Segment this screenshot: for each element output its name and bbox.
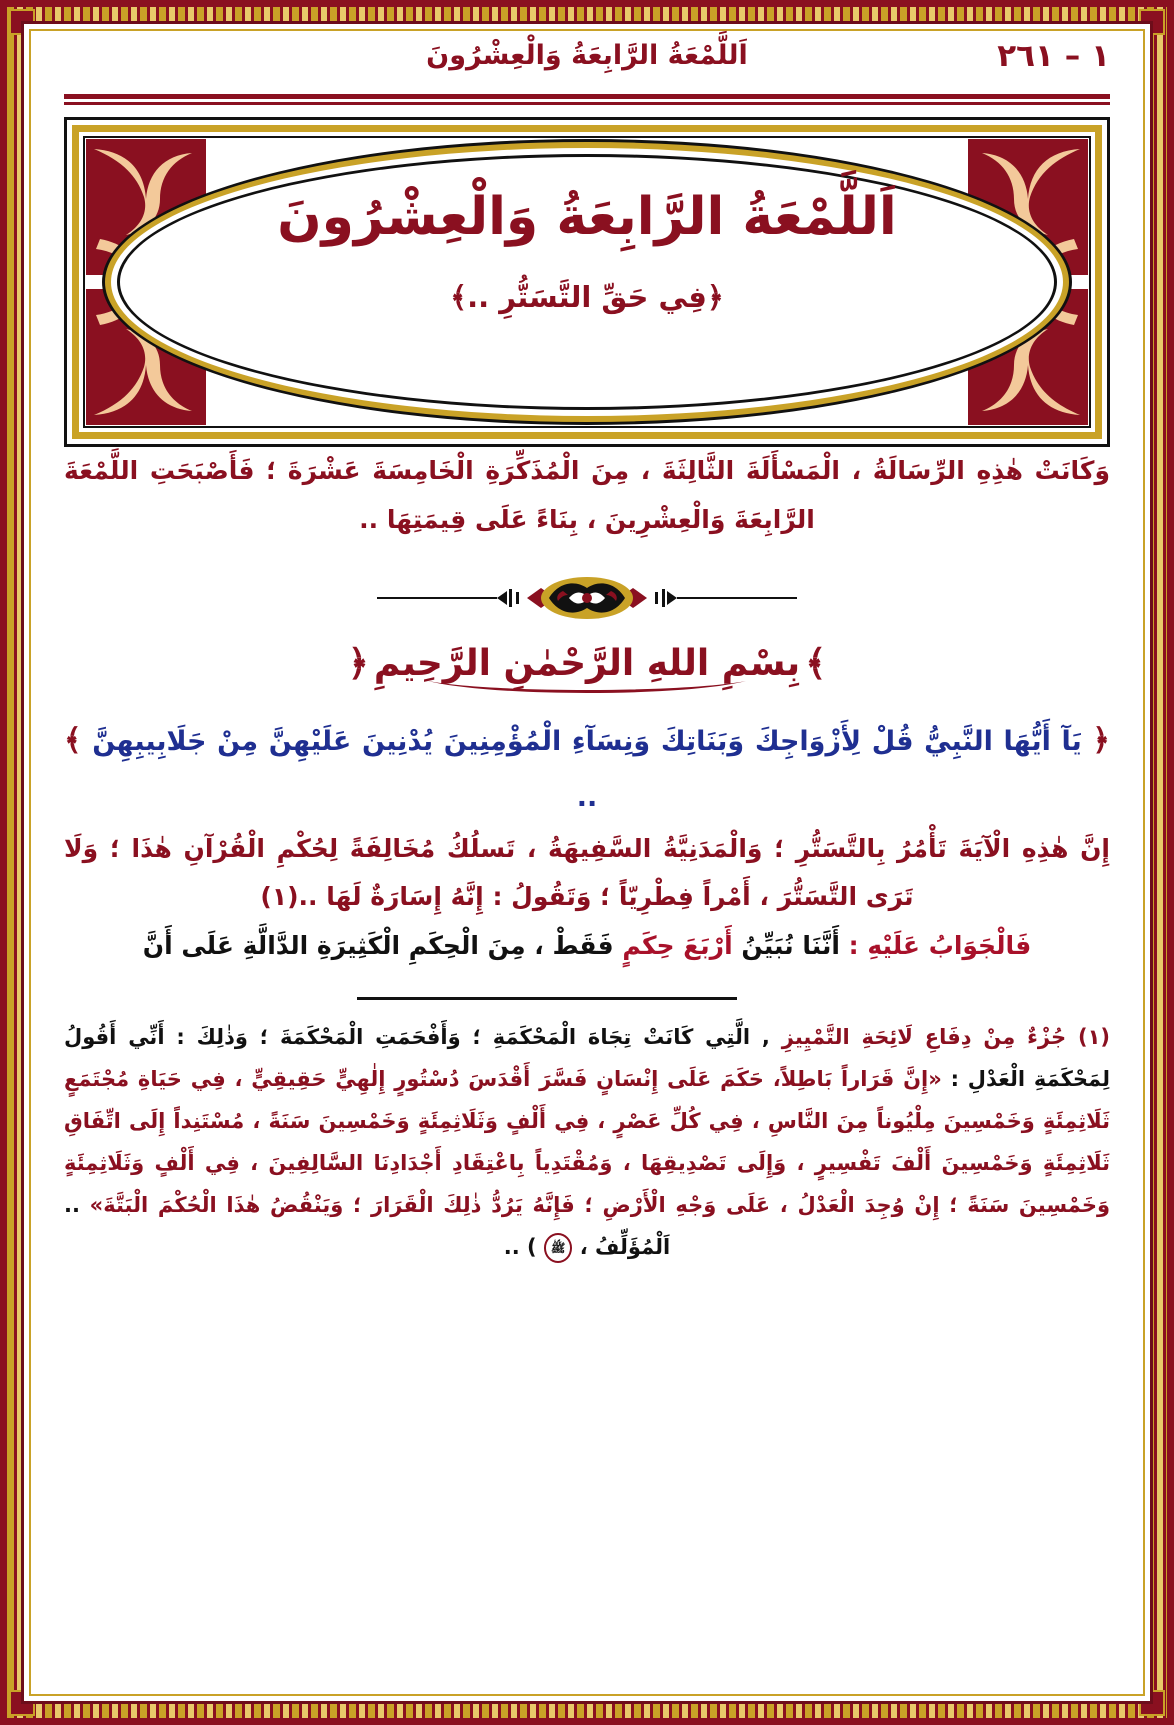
title-cartouche [64,117,1110,447]
intro-line-1: وَكَانَتْ هٰذِهِ الرِّسَالَةُ ، الْمَسْأَلَةَ الثَّالِثَةَ ، مِنَ الْمُذَكِّرَةِ الْخَامِسَةَ عَشْرَةَ ؛ فَأَصْبَحَتِ [149,456,1110,485]
running-head-title: اَللَّمْعَةُ الرَّابِعَةُ وَالْعِشْرُونَ [426,40,748,71]
footnote-segment-3: «إِنَّ قَرَاراً بَاطِلاً، حَكَمَ عَلَى إِنْسَانٍ فَسَّرَ أَقْدَسَ دُسْتُورٍ إِلٰهِيٍّ حَقِيقِيٍّ ، فِي حَيَاةِ مُجْتَمَعٍ ثَلَاثِمِئَةٍ وَخَمْسِينَ مِلْيُوناً مِنَ النَّاسِ ، فِي كُلِّ عَصْرٍ ، فِي أَلْفٍ وَثَلَاثِمِئَةٍ وَخَمْسِينَ سَنَةً ، مُسْتَنِداً إِلَى اتِّفَاقِ ثَلَاثِمِئَةٍ وَخَمْسِينَ أَلْفَ تَفْسِيرٍ ، وَإِلَى تَصْدِيقِهَا ، وَمُقْتَدِياً بِاعْتِقَادِ أَجْدَادِنَا السَّالِفِينَ ، فِي أَلْفٍ وَثَلَاثِمِئَةٍ وَخَمْسِينَ سَنَةً ؛ إِنْ وُجِدَ الْعَدْلُ ، عَلَى وَجْهِ الْأَرْضِ ؛ فَإِنَّهُ يَرُدُّ ذٰلِكَ الْقَرَارَ ؛ وَيَنْقُضُ هٰذَا الْحُكْمَ الْبَتَّةَ» [64,1066,1111,1217]
commentary-paragraph [64,825,1110,923]
footnote-segment-4: .. اَلْمُؤَلِّفُ ، [64,1192,671,1259]
page-content [40,34,1134,1691]
quran-verse-text: يَآ أَيُّهَا النَّبِيُّ قُلْ لِأَزْوَاجِكَ وَبَنَاتِكَ وَنِسَآءِ الْمُؤْمِنِينَ يُدْنِينَ عَلَيْهِنَّ مِنْ جَلَابِيبِهِنَّ [92,725,1082,757]
quran-verse [64,711,1110,825]
basmala-close-bracket: ﴿ [347,642,369,684]
footnote-separator [357,997,737,1000]
footnote-marker: (١) [1077,1024,1111,1049]
ayah-open-mark: ﴿ [1092,722,1110,758]
footnote-reference: (١) [260,882,299,912]
verse-trailing-dots: .. [576,781,598,813]
answer-paragraph [64,922,1110,971]
folio-number: ١ – ٢٦١ [997,38,1110,74]
footnote-segment-5: ) .. [503,1234,537,1259]
footnote-segment-2: , الَّتِي كَانَتْ تِجَاهَ الْمَحْكَمَةِ ؛ وَأَفْحَمَتِ الْمَحْكَمَةَ ؛ وَذٰلِكَ : أَنِّي أَقُولُ لِمَحْكَمَةِ الْعَدْلِ : [64,1024,1110,1091]
chapter-title: اَللَّمْعَةُ الرَّابِعَةُ وَالْعِشْرُونَ [277,187,897,247]
ayah-close-mark: ﴾ [64,722,82,758]
answer-lead: فَالْجَوَابُ عَلَيْهِ : [848,931,1032,960]
ornament-icon [377,575,797,621]
header-rule [64,94,1110,105]
answer-highlight: أَرْبَعَ حِكَمٍ [622,931,733,960]
footnote-segment-1: جُزْءٌ مِنْ دِفَاعِ لَائِحَةِ التَّمْيِيزِ [781,1024,1067,1049]
intro-line-2: اللَّمْعَةَ الرَّابِعَةَ وَالْعِشْرِينَ ، بِنَاءً عَلَى قِيمَتِهَا .. [64,456,815,534]
running-head [40,34,1134,92]
body-text-column [64,447,1110,1268]
basmala-text: بِسْمِ اللهِ الرَّحْمٰنِ الرَّحِيمِ [373,642,801,684]
answer-mid-2: فَقَطْ ، مِنَ الْحِكَمِ الْكَثِيرَةِ الدَّالَّةِ عَلَى أَنَّ [142,931,614,960]
chapter-subtitle: ﴿فِي حَقِّ التَّسَتُّرِ ..﴾ [450,280,724,314]
basmala-open-bracket: ﴾ [805,642,827,684]
answer-mid-1: أَنَّنَا نُبَيِّنُ [741,931,840,960]
ornamental-divider [377,575,797,621]
basmala-block [64,643,1110,711]
footnote-block [64,1016,1110,1268]
seal-icon: ﷺ [544,1233,573,1263]
cartouche-text-block [67,178,1107,314]
commentary-text: إِنَّ هٰذِهِ الْآيَةَ تَأْمُرُ بِالتَّسَتُّرِ ؛ وَالْمَدَنِيَّةُ السَّفِيهَةُ ، تَسلُكُ مُخَالِفَةً لِحُكْمِ الْقُرْآنِ هٰذَا ؛ وَلَا تَرَى التَّسَتُّرَ ، أَمْراً فِطْرِيّاً ؛ وَتَقُولُ : إِنَّهُ إِسَارَةٌ لَهَا .. [64,833,1110,912]
intro-paragraph [64,447,1110,545]
